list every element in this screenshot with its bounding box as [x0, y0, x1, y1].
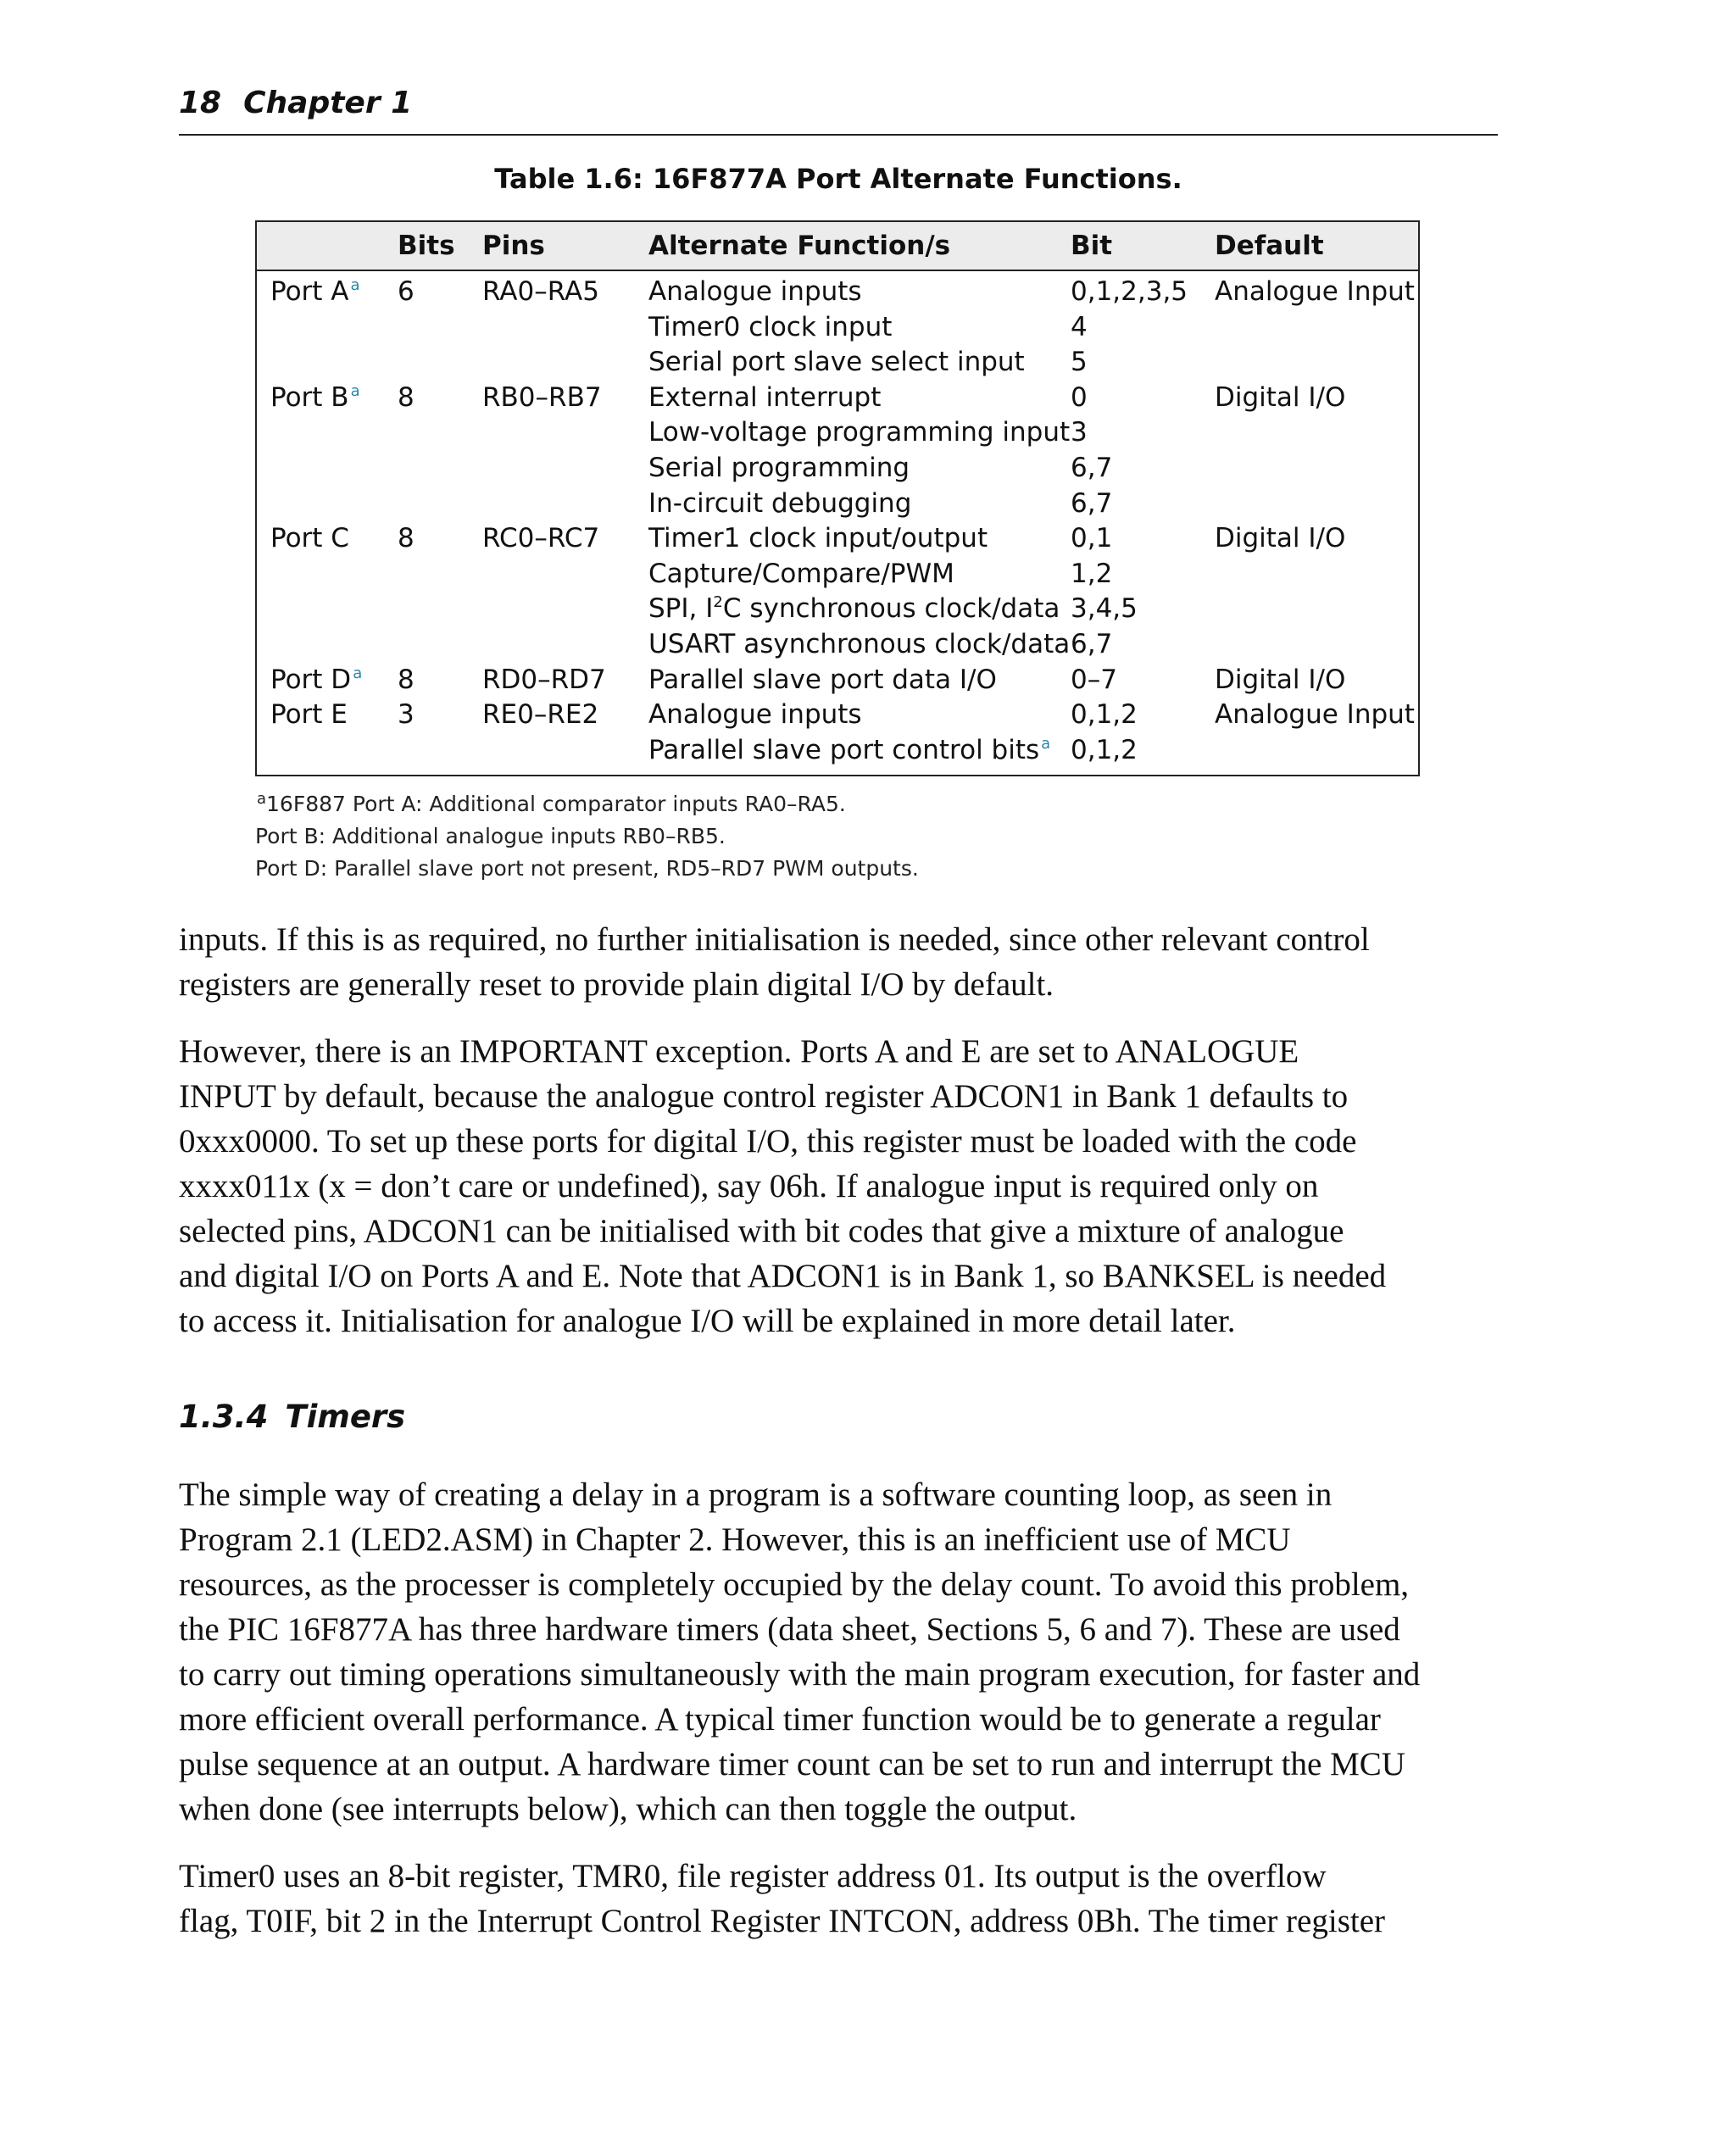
table-row [257, 345, 1418, 381]
function-text: Serial programming [648, 452, 910, 483]
text-line: xxxx011x (x = don’t care or undefined), say 06h. If analogue input is required only on [179, 1168, 1319, 1204]
cell-bit: 4 [1071, 311, 1088, 342]
function-text: Capture/Compare/PWM [648, 558, 954, 589]
body-text-block-1 [179, 917, 1498, 1343]
cell-default: Analogue Input [1215, 276, 1415, 307]
section-heading [179, 1399, 405, 1435]
cell-function [648, 733, 1050, 768]
cell-bit: 6,7 [1071, 628, 1113, 659]
function-text: Parallel slave port data I/O [648, 664, 997, 695]
text-line: The simple way of creating a delay in a program is a software counting loop, as seen in [179, 1476, 1333, 1513]
cell-bit: 0,1,2 [1071, 734, 1138, 765]
table-body [257, 271, 1418, 775]
paragraph [179, 1029, 1498, 1343]
table-row [257, 698, 1418, 733]
cell-function [648, 451, 910, 486]
cell-function [648, 345, 1025, 380]
function-text: USART asynchronous clock/data [648, 628, 1071, 659]
table-caption: Table 1.6: 16F877A Port Alternate Functions. [494, 163, 1182, 195]
cell-bit: 1,2 [1071, 558, 1113, 589]
header-bit: Bit [1071, 231, 1113, 261]
section-title: Timers [285, 1399, 406, 1435]
cell-bits: 6 [398, 276, 415, 307]
cell-port [270, 381, 360, 415]
table-row [257, 592, 1418, 627]
cell-port [270, 275, 360, 309]
superscript: 2 [713, 593, 723, 612]
cell-port [270, 663, 362, 698]
text-line: Program 2.1 (LED2.ASM) in Chapter 2. However, this is an inefficient use of MCU [179, 1521, 1291, 1558]
text-line: registers are generally reset to provide plain digital I/O by default. [179, 966, 1054, 1003]
footnote-marker: a [350, 276, 360, 294]
footnote-marker: a [1041, 734, 1051, 753]
text-line: to access it. Initialisation for analogue I/O will be explained in more detail later. [179, 1303, 1236, 1339]
cell-default: Digital I/O [1215, 664, 1346, 695]
port-name: Port B [270, 381, 349, 413]
cell-bit: 0,1 [1071, 523, 1113, 554]
paragraph [179, 1472, 1498, 1832]
cell-default: Digital I/O [1215, 381, 1346, 413]
function-text: Timer0 clock input [648, 311, 893, 342]
cell-pins: RA0–RA5 [482, 276, 599, 307]
cell-bit: 3,4,5 [1071, 593, 1138, 625]
cell-pins: RC0–RC7 [482, 523, 600, 554]
function-text: Serial port slave select input [648, 347, 1025, 378]
cell-function [648, 698, 862, 732]
header-pins: Pins [482, 231, 545, 261]
cell-bit: 0 [1071, 381, 1088, 413]
text-line: flag, T0IF, bit 2 in the Interrupt Control Register INTCON, address 0Bh. The timer register [179, 1903, 1386, 1939]
function-text: C synchronous clock/data [722, 593, 1060, 625]
function-text: External interrupt [648, 381, 882, 413]
text-line: when done (see interrupts below), which can then toggle the output. [179, 1791, 1077, 1827]
table-row [257, 415, 1418, 451]
cell-default: Analogue Input [1215, 699, 1415, 731]
footnote-line: Port B: Additional analogue inputs RB0–RB5. [255, 824, 726, 848]
cell-bit: 0,1,2,3,5 [1071, 276, 1188, 307]
function-text: Parallel slave port control bits [648, 734, 1040, 765]
paragraph [179, 1854, 1498, 1944]
cell-bits: 8 [398, 381, 415, 413]
header-bits: Bits [398, 231, 455, 261]
footnote-marker: a [350, 381, 360, 400]
cell-bit: 6,7 [1071, 452, 1113, 483]
table-row [257, 487, 1418, 522]
cell-bit: 0–7 [1071, 664, 1117, 695]
cell-function [648, 415, 1070, 450]
function-text: Low-voltage programming input [648, 417, 1071, 448]
cell-function [648, 275, 862, 309]
paragraph [179, 917, 1498, 1007]
port-name: Port A [270, 276, 349, 307]
header-default: Default [1215, 231, 1324, 261]
table-header-row [257, 222, 1418, 271]
function-text: Analogue inputs [648, 276, 862, 307]
chapter-title: Chapter 1 [243, 86, 413, 120]
text-line: to carry out timing operations simultaneously with the main program execution, for faster and [179, 1656, 1421, 1693]
text-line: resources, as the processer is completely occupied by the delay count. To avoid this problem, [179, 1566, 1410, 1603]
cell-function [648, 592, 1060, 626]
cell-bit: 6,7 [1071, 487, 1113, 519]
cell-port [270, 521, 349, 556]
header-alternate-functions: Alternate Function/s [648, 231, 951, 261]
cell-default: Digital I/O [1215, 523, 1346, 554]
port-name: Port D [270, 664, 352, 695]
footnote-marker: a [353, 664, 363, 682]
text-line: pulse sequence at an output. A hardware timer count can be set to run and interrupt the MCU [179, 1746, 1405, 1782]
port-functions-table [255, 220, 1420, 776]
cell-pins: RE0–RE2 [482, 699, 599, 731]
cell-bit: 3 [1071, 417, 1088, 448]
table-row [257, 557, 1418, 592]
cell-bits: 8 [398, 523, 415, 554]
text-line: the PIC 16F877A has three hardware timers (data sheet, Sections 5, 6 and 7). These are used [179, 1611, 1400, 1648]
cell-bits: 8 [398, 664, 415, 695]
function-text: Timer1 clock input/output [648, 523, 988, 554]
cell-pins: RD0–RD7 [482, 664, 606, 695]
section-number: 1.3.4 [179, 1399, 269, 1435]
table-footnotes [255, 788, 919, 885]
function-text: In-circuit debugging [648, 487, 912, 519]
text-line: more efficient overall performance. A typical timer function would be to generate a regular [179, 1701, 1381, 1738]
table-row [257, 627, 1418, 663]
cell-function [648, 521, 988, 556]
function-text: Analogue inputs [648, 699, 862, 731]
text-line: inputs. If this is as required, no further initialisation is needed, since other relevant control [179, 921, 1370, 958]
cell-bit: 0,1,2 [1071, 699, 1138, 731]
text-line: Timer0 uses an 8-bit register, TMR0, file register address 01. Its output is the overflow [179, 1858, 1327, 1894]
function-text: SPI, I [648, 593, 714, 625]
cell-function [648, 663, 997, 698]
table-row [257, 451, 1418, 487]
footnote-line: $^a$16F887 Port A: Additional comparator inputs RA0–RA5. [257, 790, 846, 816]
port-name: Port C [270, 523, 349, 554]
table-row [257, 733, 1418, 769]
cell-function [648, 310, 892, 345]
cell-function [648, 557, 954, 592]
cell-bits: 3 [398, 699, 415, 731]
port-name: Port E [270, 699, 348, 731]
text-line: 0xxx0000. To set up these ports for digital I/O, this register must be loaded with the code [179, 1123, 1357, 1159]
table-row [257, 310, 1418, 346]
text-line: However, there is an IMPORTANT exception. Ports A and E are set to ANALOGUE [179, 1033, 1299, 1070]
running-head [179, 78, 1498, 136]
cell-function [648, 487, 911, 521]
page-number: 18 [179, 86, 222, 120]
cell-function [648, 627, 1070, 662]
cell-function [648, 381, 881, 415]
cell-bit: 5 [1071, 347, 1088, 378]
footnote-line: Port D: Parallel slave port not present, RD5–RD7 PWM outputs. [255, 856, 919, 881]
footnote-marker: a [257, 790, 267, 808]
text-line: selected pins, ADCON1 can be initialised with bit codes that give a mixture of analogue [179, 1213, 1344, 1249]
table-row [257, 275, 1418, 310]
cell-port [270, 698, 348, 732]
table-row [257, 381, 1418, 416]
table-row [257, 521, 1418, 557]
text-line: INPUT by default, because the analogue control register ADCON1 in Bank 1 defaults to [179, 1078, 1349, 1115]
text-line: and digital I/O on Ports A and E. Note that ADCON1 is in Bank 1, so BANKSEL is needed [179, 1258, 1387, 1294]
table-row [257, 663, 1418, 698]
cell-pins: RB0–RB7 [482, 381, 602, 413]
body-text-block-2 [179, 1472, 1498, 1944]
